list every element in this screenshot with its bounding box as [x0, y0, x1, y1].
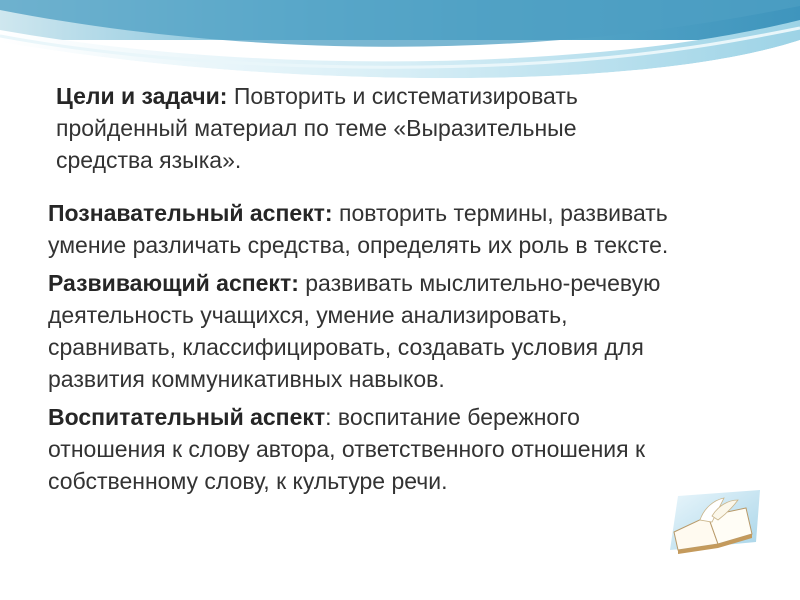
aspect-cognitive-text: повторить термины, развивать умение различать средства, определять их роль в тексте. [48, 200, 669, 258]
goals-text: Повторить и систематизировать пройденный материал по теме «Выразительные средства языка». [56, 83, 578, 173]
aspect-educational-label: Воспитательный аспект [48, 404, 326, 430]
aspect-cognitive [48, 197, 688, 261]
aspect-educational [48, 401, 688, 497]
aspect-cognitive-label: Познавательный аспект: [48, 200, 333, 226]
goals-paragraph [56, 80, 676, 176]
aspect-developmental-label: Развивающий аспект: [48, 270, 299, 296]
goals-label: Цели и задачи: [56, 83, 228, 109]
open-book-icon [660, 486, 770, 558]
aspect-developmental-text: развивать мыслительно-речевую деятельность учащихся, умение анализировать, сравнивать, классифицировать, создавать условия для развития коммуникативных навыков. [48, 270, 661, 392]
aspect-developmental [48, 267, 688, 395]
wave-decoration [0, 0, 800, 90]
aspect-educational-text: : воспитание бережного отношения к слову автора, ответственного отношения к собственному слову, к культуре речи. [48, 404, 646, 494]
aspects-list [48, 197, 688, 499]
